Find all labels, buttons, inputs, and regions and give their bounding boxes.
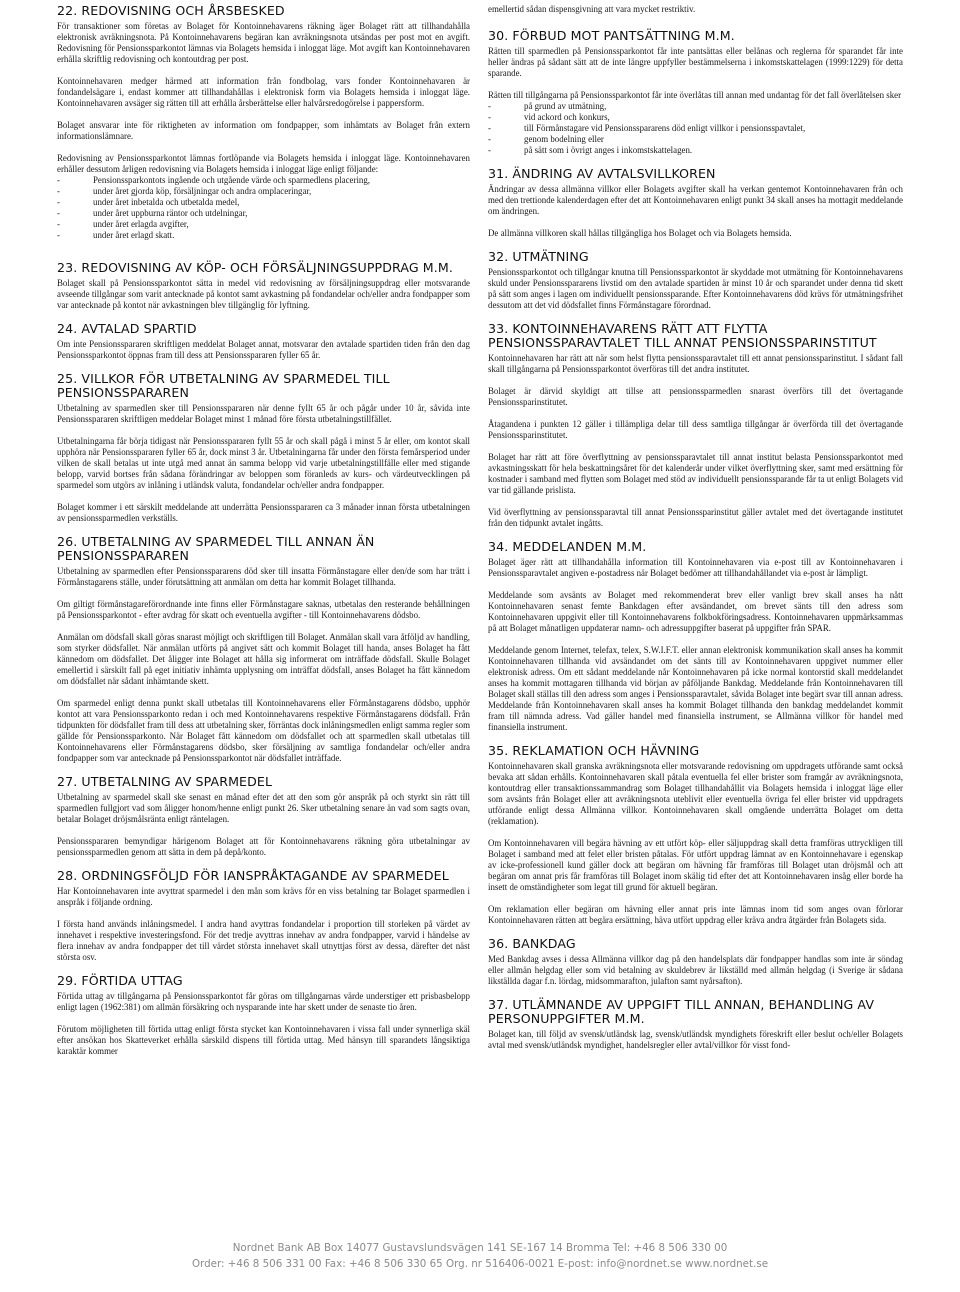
paragraph: Bolaget skall på Pensionssparkontot sätta in medel vid redovisning av försäljningsuppdrag eller motsvarande avseende tillgångar som varit antecknade på kontot samt avkastning på fondandelar och/eller andra fondpapper som var antecknade på kontot när avkastningen blev tillgänglig för lyftning.	[57, 278, 470, 310]
section-heading: 22. REDOVISNING OCH ÅRSBESKED	[57, 3, 285, 18]
paragraph: Pensionsspararen bemyndigar härigenom Bolaget att för Kontoinnehavarens räkning göra utbetalningar av pensionssparmedlen genom att sätta in dem på depå/konto.	[57, 836, 470, 857]
paragraph: Meddelande genom Internet, telefax, telex, S.W.I.F.T. eller annan elektronisk kommunikation skall anses ha kommit Kontoinnehavaren tillhanda vid avsändandet om det sänts till av Kontoinnehavaren uppgivet nummer eller elektronisk adress. Om ett sådant meddelande når Kontoinnehavaren på icke normal kontorstid skall meddelandet anses ha kommit mottagaren tillhanda vid början av påföljande Bankdag. Meddelande från Kontoinnehavaren till Bolaget skall ställas till den adress som anges i Pensionssparavtalet, såvida Bolaget inte begärt svar till annan adress. Meddelande från Kontoinnehavaren skall anses ha kommit Bolaget tillhanda den bankdag meddelandet kommit fram till nämnda adress. Vad gäller handel med finansiella instrument, se Allmänna villkor för handel med finansiella instrument.	[488, 645, 903, 732]
section-heading: 34. MEDDELANDEN M.M.	[488, 539, 647, 554]
section-heading: 35. REKLAMATION OCH HÄVNING	[488, 743, 700, 758]
paragraph: Kontoinnehavaren medger härmed att information från fondbolag, vars fonder Kontoinnehavaren är fondandelsägare i, endast kommer att tillhandahållas i elektronisk form via Bolagets hemsida i inloggat läge. Kontoinnehavaren avsäger sig rätten till att erhålla årsberättelse eller halvårsredogörelse i pappersform.	[57, 76, 470, 108]
paragraph: Åtagandena i punkten 12 gäller i tillämpliga delar till dess samtliga tillgångar är överförda till det övertagande Pensionssparinstitutet.	[488, 419, 903, 440]
list-item: - under året inbetalda och utbetalda medel,	[57, 197, 470, 208]
section-28	[57, 869, 470, 963]
section-heading: 23. REDOVISNING AV KÖP- OCH FÖRSÄLJNINGSUPPDRAG M.M.	[57, 260, 453, 275]
paragraph: Bolaget kommer i ett särskilt meddelande att underrätta Pensionsspararen ca 3 månader innan första utbetalningen av pensionssparmedlen verkställs.	[57, 502, 470, 523]
section-24	[57, 322, 470, 361]
paragraph: Om inte Pensionsspararen skriftligen meddelat Bolaget annat, motsvarar den avtalade spartiden tiden från den dag Pensionssparkontot öppnas fram till dess att Pensionsspararen fyller 65 år.	[57, 339, 470, 360]
section-heading: 29. FÖRTIDA UTTAG	[57, 973, 183, 988]
section-32	[488, 250, 903, 311]
paragraph: Bolaget äger rätt att tillhandahålla information till Kontoinnehavaren via e-post till av Kontoinnehavaren i Pensionssparavtalet angiven e-postadress när Bolaget bedömer att tillhandahållandet via e-post är lämpligt.	[488, 557, 903, 578]
paragraph: Kontoinnehavaren har rätt att när som helst flytta pensionssparavtalet till ett annat pensionssparinstitut. I sådant fall skall tillgångarna på Pensionssparkontot överföras till det andra institutet.	[488, 353, 903, 374]
paragraph: Förutom möjligheten till förtida uttag enligt första stycket kan Kontoinnehavaren i vissa fall under synnerliga skäl efter ansökan hos Skatteverket erhålla särskild dispens till förtida uttag. Med hänsyn till sparandets långsiktiga karaktär kommer	[57, 1024, 470, 1056]
section-heading: 28. ORDNINGSFÖLJD FÖR IANSPRÅKTAGANDE AV SPARMEDEL	[57, 868, 449, 883]
section-heading: 36. BANKDAG	[488, 936, 576, 951]
section-heading: 31. ÄNDRING AV AVTALSVILLKOREN	[488, 166, 716, 181]
list-item: - genom bodelning eller	[488, 134, 903, 145]
left-column	[57, 4, 470, 1068]
section-33	[488, 322, 903, 529]
paragraph: Utbetalning av sparmedlen efter Pensionsspararens död sker till insatta Förmånstagare eller den/de som har trätt i Förmånstagarens ställe, under förutsättning att anmälan om detta har kommit Bolaget tillhanda.	[57, 566, 470, 587]
section-heading: 27. UTBETALNING AV SPARMEDEL	[57, 774, 273, 789]
paragraph: Bolaget ansvarar inte för riktigheten av information om fondpapper, som inhämtats av Bolaget från extern informationslämnare.	[57, 120, 470, 141]
section-25	[57, 372, 470, 524]
list-item: - under året gjorda köp, försäljningar och andra omplaceringar,	[57, 186, 470, 197]
list-item: - under året uppburna räntor och utdelningar,	[57, 208, 470, 219]
paragraph: Om Kontoinnehavaren vill begära hävning av ett utfört köp- eller säljuppdrag skall detta framföras uttryckligen till Bolaget i samband med att felet eller bristen påtalas. För utfört uppdrag lämnat av en Kontoinnehavare i egenskap av icke-professionell kund gäller dock att begäran om hävning får framföras till Bolaget utan dröjsmål och att begäran om annat pris får framföras till Bolaget inom skälig tid efter det att Kontoinnehavaren insåg eller borde ha insett de omständigheter som legat till grund för aktuell begäran.	[488, 838, 903, 892]
footer-contact: Order: +46 8 506 331 00 Fax: +46 8 506 330 65 Org. nr 516406-0021 E-post: info@nordnet.se www.nordnet.se	[191, 1258, 769, 1270]
paragraph: Bolaget har rätt att före överflyttning av pensionssparavtalet till annat institut belasta Pensionssparkontot med avkastningsskatt för hela beskattningsåret för det kalenderår under vilket överflyttning sker, samt med ersättning för kostnader i samband med flytten som Bolaget med stöd av individuellt pensionssparande får ta ut enligt Bolagets vid var tid gällande prislista.	[488, 452, 903, 495]
paragraph: Om sparmedel enligt denna punkt skall utbetalas till Kontoinnehavarens eller Förmånstagarens dödsbo, upphör kontot att vara Pensionssparkonto redan i och med Kontoinnehavarens respektive Förmånstagarens dödsfall. Från tidpunkten för dödsfallet fram till dess att utbetalning sker, förräntas dock inlåningsmedlen enligt samma regler som gällde för Pensionssparkonto. När Bolaget fått kännedom om dödsfallet och att sparmedlen skall utbetalas till Kontoinnehavarens eller Förmånstagarens dödsbo, sker försäljning av samtliga fondandelar och/eller andra fondpapper som var antecknade på Pensionssparkontot när dödsfallet inträffade.	[57, 698, 470, 763]
section-22	[57, 4, 470, 241]
list-item: - under året erlagd skatt.	[57, 230, 470, 241]
paragraph: Rätten till tillgångarna på Pensionssparkontot får inte överlåtas till annan med undantag för det fall överlåtelsen sker	[488, 90, 902, 100]
paragraph: Förtida uttag av tillgångarna på Pensionssparkontot får göras om tillgångarnas värde understiger ett prisbasbelopp enligt lagen (1962:381) om allmän försäkring och nysparande inte har skett under de senaste tio åren.	[57, 991, 470, 1012]
paragraph: Har Kontoinnehavaren inte avyttrat sparmedel i den mån som krävs för en viss betalning tar Bolaget sparmedlen i anspråk i följande ordning.	[57, 886, 470, 907]
paragraph: Utbetalningarna får börja tidigast när Pensionsspararen fyllt 55 år och skall pågå i minst 5 år eller, om kontot skall upphöra när Pensionsspararen fyller 65 år, dock minst 3 år. Utbetalningarna får under den första femårsperiod under vilken de skall betalas ut inte utgå med annat än samma belopp vid varje utbetalningstillfälle eller med stigande belopp, varvid bortses från sådana förändringar av beloppen som föranleds av kurs- och värdeutvecklingen på sparmedel som utgörs av inlåning i utländsk valuta, fondandelar och/eller andra fondpapper.	[57, 436, 470, 490]
section-27	[57, 775, 470, 858]
section-29	[57, 974, 470, 1057]
section-heading: 25. VILLKOR FÖR UTBETALNING AV SPARMEDEL TILL PENSIONSSPARAREN	[57, 371, 390, 400]
section-30	[488, 29, 903, 156]
section-heading: 33. KONTOINNEHAVARENS RÄTT ATT FLYTTA PENSIONSSPARAVTALET TILL ANNAT PENSIONSSPARINSTITUT	[488, 321, 877, 350]
paragraph: Rätten till sparmedlen på Pensionssparkontot får inte pantsättas eller belånas och reglerna för sparandet får inte heller ändras på sådant sätt att de inte längre uppfyller bestämmelserna i inkomstskattelagen (1999:1229) för detta sparande.	[488, 46, 903, 78]
dash-list	[57, 175, 470, 241]
paragraph: Om giltigt förmånstagareförordnande inte finns eller Förmånstagare saknas, utbetalas den resterande behållningen på Pensionssparkontot - efter avdrag för skatt och eventuella avgifter - till Kontoinnehavarens dödsbo.	[57, 599, 470, 620]
paragraph: Utbetalning av sparmedel skall ske senast en månad efter det att den som gör anspråk på och styrkt sin rätt till sparmedlen fullgjort vad som åligger honom/henne enligt punkt 26. Sker utbetalning senare än vad som sagts ovan, betalar Bolaget dröjsmålsränta enligt räntelagen.	[57, 792, 470, 824]
section-35	[488, 744, 903, 926]
paragraph: För transaktioner som företas av Bolaget för Kontoinnehavarens räkning äger Bolaget rätt att tillhandahålla elektronisk avräkningsnota. På Kontoinnehavarens begäran kan avräkningsnota utsändas per post mot en avgift. Redovisning för Pensionssparkontot lämnas via Bolagets hemsida i inloggat läge. Mot avgift kan Kontoinnehavaren erhålla skriftlig redovisning och kontoutdrag per post.	[57, 21, 470, 64]
paragraph: Pensionssparkontot och tillgångar knutna till Pensionssparkontot är skyddade mot utmätning för Kontoinnehavarens skuld under Pensionsspararens livstid om den avtalade spartiden är minst 10 år och sparandet under denna tid skett på sätt som anges i lagen om individuellt pensionssparande. Efter Kontoinnehavarens död krävs för utmätningsfrihet dessutom att det vid dödsfallet finns Förmånstagare förordnad.	[488, 267, 903, 310]
paragraph: I första hand används inlåningsmedel. I andra hand avyttras fondandelar i proportion till storleken på värdet av innehavet i respektive investeringsfond. För det tredje avyttras innehav av andra fondpapper, varvid i händelse av flera innehav av andra fondpapper det till värdet största innehavet skall utnyttjas först av dessa, därefter det näst största osv.	[57, 919, 470, 962]
paragraph: Vid överflyttning av pensionssparavtal till annat Pensionssparinstitut gäller avtalet med det övertagande institutet från den tidpunkt avtalet ingåtts.	[488, 507, 903, 528]
section-heading: 37. UTLÄMNANDE AV UPPGIFT TILL ANNAN, BEHANDLING AV PERSONUPPGIFTER M.M.	[488, 997, 875, 1026]
section-36	[488, 937, 903, 987]
paragraph: Kontoinnehavaren skall granska avräkningsnota eller motsvarande redovisning om uppdragets utförande samt också bevaka att sådan erhålls. Kontoinnehavaren skall påtala eventuella fel eller brister som framgår av avräkningsnota, kontoutdrag eller transaktionssammandrag som Bolaget tillhandahållit via Bolagets hemsida i inloggat läge eller som avsänts från Bolaget eller att avräkningsnota uteblivit eller eventuella övriga fel eller brister vid uppdragets utförande enligt dessa Allmänna villkor. Kontoinnehavaren skall omgående underrätta Bolaget om detta (reklamation).	[488, 761, 903, 826]
section-heading: 26. UTBETALNING AV SPARMEDEL TILL ANNAN ÄN PENSIONSSPARAREN	[57, 534, 375, 563]
continued-paragraph: emellertid sådan dispensgivning att vara mycket restriktiv.	[488, 4, 696, 14]
paragraph: De allmänna villkoren skall hållas tillgängliga hos Bolaget och via Bolagets hemsida.	[488, 228, 792, 238]
list-item: - Pensionssparkontots ingående och utgående värde och sparmedlens placering,	[57, 175, 470, 186]
footer-address: Nordnet Bank AB Box 14077 Gustavslundsvägen 141 SE-167 14 Bromma Tel: +46 8 506 330 00	[232, 1242, 728, 1254]
list-item: - vid ackord och konkurs,	[488, 112, 903, 123]
section-34	[488, 540, 903, 733]
list-item: - till Förmånstagare vid Pensionsspararens död enligt villkor i pensionsspavtalet,	[488, 123, 903, 134]
section-31	[488, 167, 903, 239]
paragraph: Bolaget är därvid skyldigt att tillse att pensionssparmedlen snarast överförs till det övertagande Pensionssparinstitutet.	[488, 386, 903, 407]
section-23	[57, 261, 470, 311]
list-item: - under året erlagda avgifter,	[57, 219, 470, 230]
section-heading: 30. FÖRBUD MOT PANTSÄTTNING M.M.	[488, 28, 735, 43]
paragraph: Med Bankdag avses i dessa Allmänna villkor dag på den handelsplats där fondpapper handlas som inte är söndag eller allmän helgdag eller som vid betalning av skuldebrev är likställd med allmän helgdag (i Sverige är sådana likställda dagar f.n. lördag, midsommarafton, julafton samt nyårsafton).	[488, 954, 903, 986]
paragraph: Redovisning av Pensionssparkontot lämnas fortlöpande via Bolagets hemsida i inloggat läge. Kontoinnehavaren erhåller dessutom årligen redovisning via Bolagets hemsida i inloggat läge enligt följande:	[57, 153, 470, 174]
section-heading: 32. UTMÄTNING	[488, 249, 589, 264]
paragraph: Ändringar av dessa allmänna villkor eller Bolagets avgifter skall ha verkan gentemot Kontoinnehavaren från och med den trettionde kalenderdagen efter det att Kontoinnehavaren enligt punkt 34 skall anses ha mottagit meddelande om ändringen.	[488, 184, 903, 216]
list-item: - på grund av utmätning,	[488, 101, 903, 112]
section-heading: 24. AVTALAD SPARTID	[57, 321, 197, 336]
paragraph: Om reklamation eller begäran om hävning eller annat pris inte lämnas inom tid som anges ovan förlorar Kontoinnehavaren rätten att begära ersättning, häva utfört uppdrag eller kräva andra åtgärder från Bolagets sida.	[488, 904, 903, 925]
paragraph: Anmälan om dödsfall skall göras snarast möjligt och skriftligen till Bolaget. Anmälan skall vara åtföljd av handling, som styrker dödsfallet. När anmälan utförts på angivet sätt och kommit Bolaget till handa, anses Bolaget ha fått kännedom om dödsfallet. Det åligger inte Bolaget att hålla sig informerat om inträffade dödsfall. Skulle Bolaget emellertid i särskilt fall på eget initiativ inhämta upplysning om inträffat dödsfall, anses Bolaget ha fått kännedom om dödsfallet när sådant inhämtande skett.	[57, 632, 470, 686]
section-26	[57, 535, 470, 764]
paragraph: Utbetalning av sparmedlen sker till Pensionsspararen när denne fyllt 65 år och pågår under 10 år, såvida inte Pensionsspararen skriftligen meddelar Bolaget minst 1 månad före första utbetalningstillfället.	[57, 403, 470, 424]
paragraph: Meddelande som avsänts av Bolaget med rekommenderat brev eller vanligt brev skall anses ha nått Kontoinnehavaren senast femte Bankdagen efter avsändandet, om brevet sänts till den adress som Kontoinnehavaren uppgivit eller till Kontoinnehavarens folkbokföringsadress. Kontoinnehavaren uppmärksammas på att Bolaget månatligen uppdaterar namn- och adressuppgifter baserat på uppgifter från SPAR.	[488, 590, 903, 633]
paragraph: Bolaget kan, till följd av svensk/utländsk lag, svensk/utländsk myndighets föreskrift eller beslut och/eller Bolagets avtal med svensk/utländsk myndighet, handelsregler eller avtal/villkor för visst fond-	[488, 1029, 903, 1050]
section-37	[488, 998, 903, 1051]
dash-list	[488, 101, 903, 156]
right-column	[488, 4, 903, 1062]
list-item: - på sätt som i övrigt anges i inkomstskattelagen.	[488, 145, 903, 156]
